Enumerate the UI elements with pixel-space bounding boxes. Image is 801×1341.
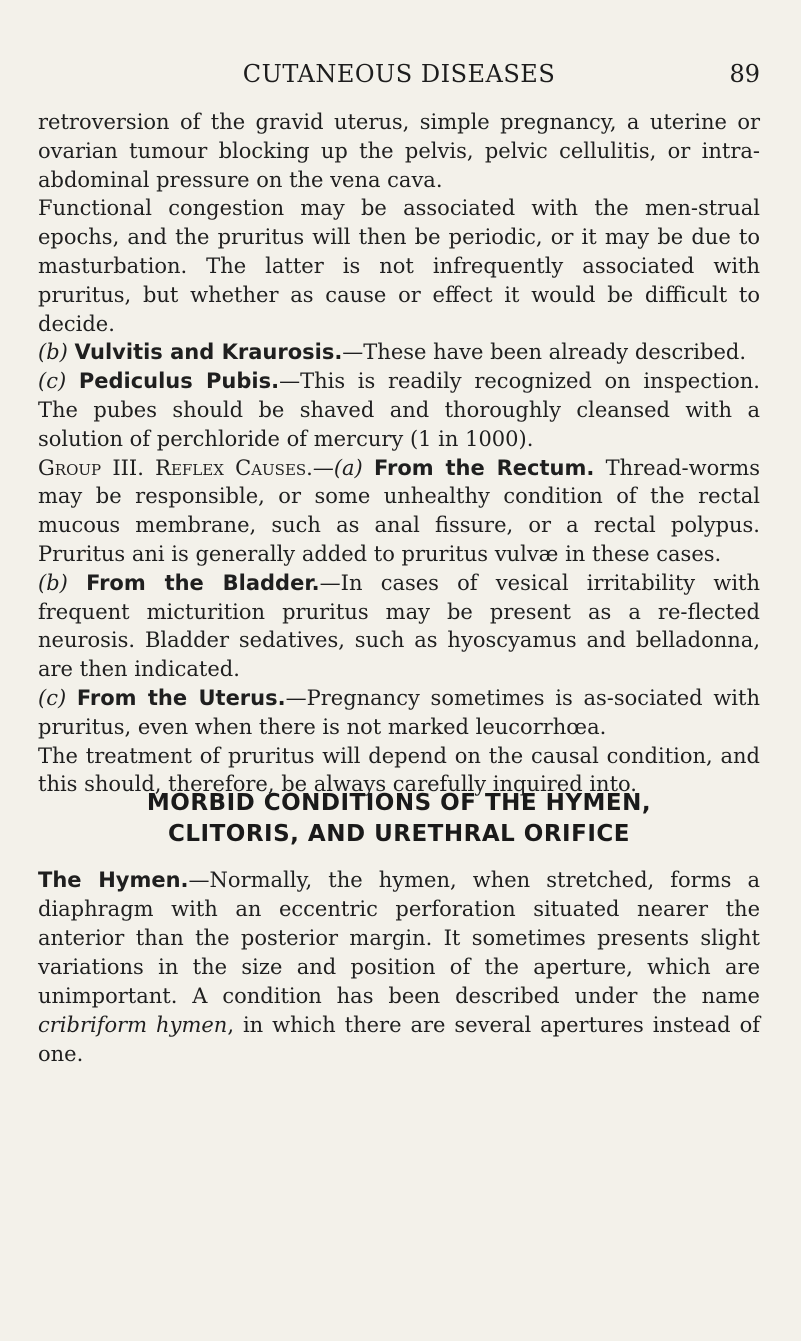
section-body bbox=[38, 866, 760, 1069]
item-label: (c) bbox=[38, 685, 67, 710]
section-heading bbox=[38, 788, 760, 850]
paragraph bbox=[38, 194, 760, 338]
item-label: (b) bbox=[38, 340, 68, 365]
subheading: The Hymen. bbox=[38, 868, 189, 892]
paragraph: The treatment of pruritus will depend on the causal condition, and this should, therefore, be always carefully inquired into. bbox=[38, 743, 760, 797]
item-label: —(a) bbox=[312, 455, 363, 480]
paragraph bbox=[38, 866, 760, 1069]
paragraph bbox=[38, 569, 760, 684]
running-header bbox=[38, 60, 760, 100]
group-heading: Group III. Reflex Causes. bbox=[38, 455, 313, 480]
paragraph-text: —In cases of vesical irritability with frequent micturition pruritus may be present as a re-flected neurosis. Bladder sedatives, such as hyoscyamus and belladonna, are then indicated. bbox=[38, 570, 760, 682]
subheading: From the Rectum. bbox=[373, 455, 595, 480]
subheading: From the Uterus. bbox=[76, 685, 286, 710]
section-heading-line: CLITORIS, AND URETHRAL ORIFICE bbox=[168, 821, 630, 847]
paragraph-text: Thread-worms may be responsible, or some unhealthy condition of the rectal mucous membrane, such as anal fissure, or a rectal polypus. Pruritus ani is generally added to pruritus vulvæ in these cases. bbox=[38, 455, 760, 566]
paragraph-text: , in which there are several apertures instead of one. bbox=[38, 1013, 760, 1066]
page-number: 89 bbox=[729, 60, 760, 88]
section-heading-line: MORBID CONDITIONS OF THE HYMEN, bbox=[146, 790, 652, 816]
paragraph-text: Functional congestion may be associated with the men-strual epochs, and the pruritus will then be periodic, or it may be due to masturbation. The latter is not infrequently associated with pruritus, but whether as cause or effect it would be difficult to decide. bbox=[38, 196, 760, 336]
paragraph bbox=[38, 338, 760, 367]
paragraph: retroversion of the gravid uterus, simple pregnancy, a uterine or ovarian tumour blocking up the pelvis, pelvic cellulitis, or intra-abdominal pressure on the vena cava. bbox=[38, 110, 760, 192]
paragraph-text: —These have been already described. bbox=[342, 340, 747, 365]
body-text bbox=[38, 108, 760, 799]
paragraph-text: —Pregnancy sometimes is as-sociated with pruritus, even when there is not marked leucorrhœa. bbox=[38, 685, 760, 739]
paragraph bbox=[38, 367, 760, 453]
subheading: Vulvitis and Kraurosis. bbox=[74, 340, 343, 365]
italic-term: cribriform hymen bbox=[38, 1013, 228, 1037]
subheading: Pediculus Pubis. bbox=[78, 369, 280, 394]
item-label: (c) bbox=[38, 369, 67, 394]
paragraph-text: —Normally, the hymen, when stretched, forms a diaphragm with an eccentric perforation situated nearer the anterior than the posterior margin. It sometimes presents slight variations in the size and position of the aperture, which are unimportant. A condition has been described under the name bbox=[38, 868, 760, 1008]
paragraph bbox=[38, 684, 760, 742]
paragraph-text: —This is readily recognized on inspection. The pubes should be shaved and thoroughly cleansed with a solution of perchloride of mercury (1 in 1000). bbox=[38, 369, 760, 451]
subheading: From the Bladder. bbox=[86, 570, 320, 595]
item-label: (b) bbox=[38, 570, 68, 595]
running-title: CUTANEOUS DISEASES bbox=[242, 60, 556, 88]
paragraph bbox=[38, 454, 760, 569]
